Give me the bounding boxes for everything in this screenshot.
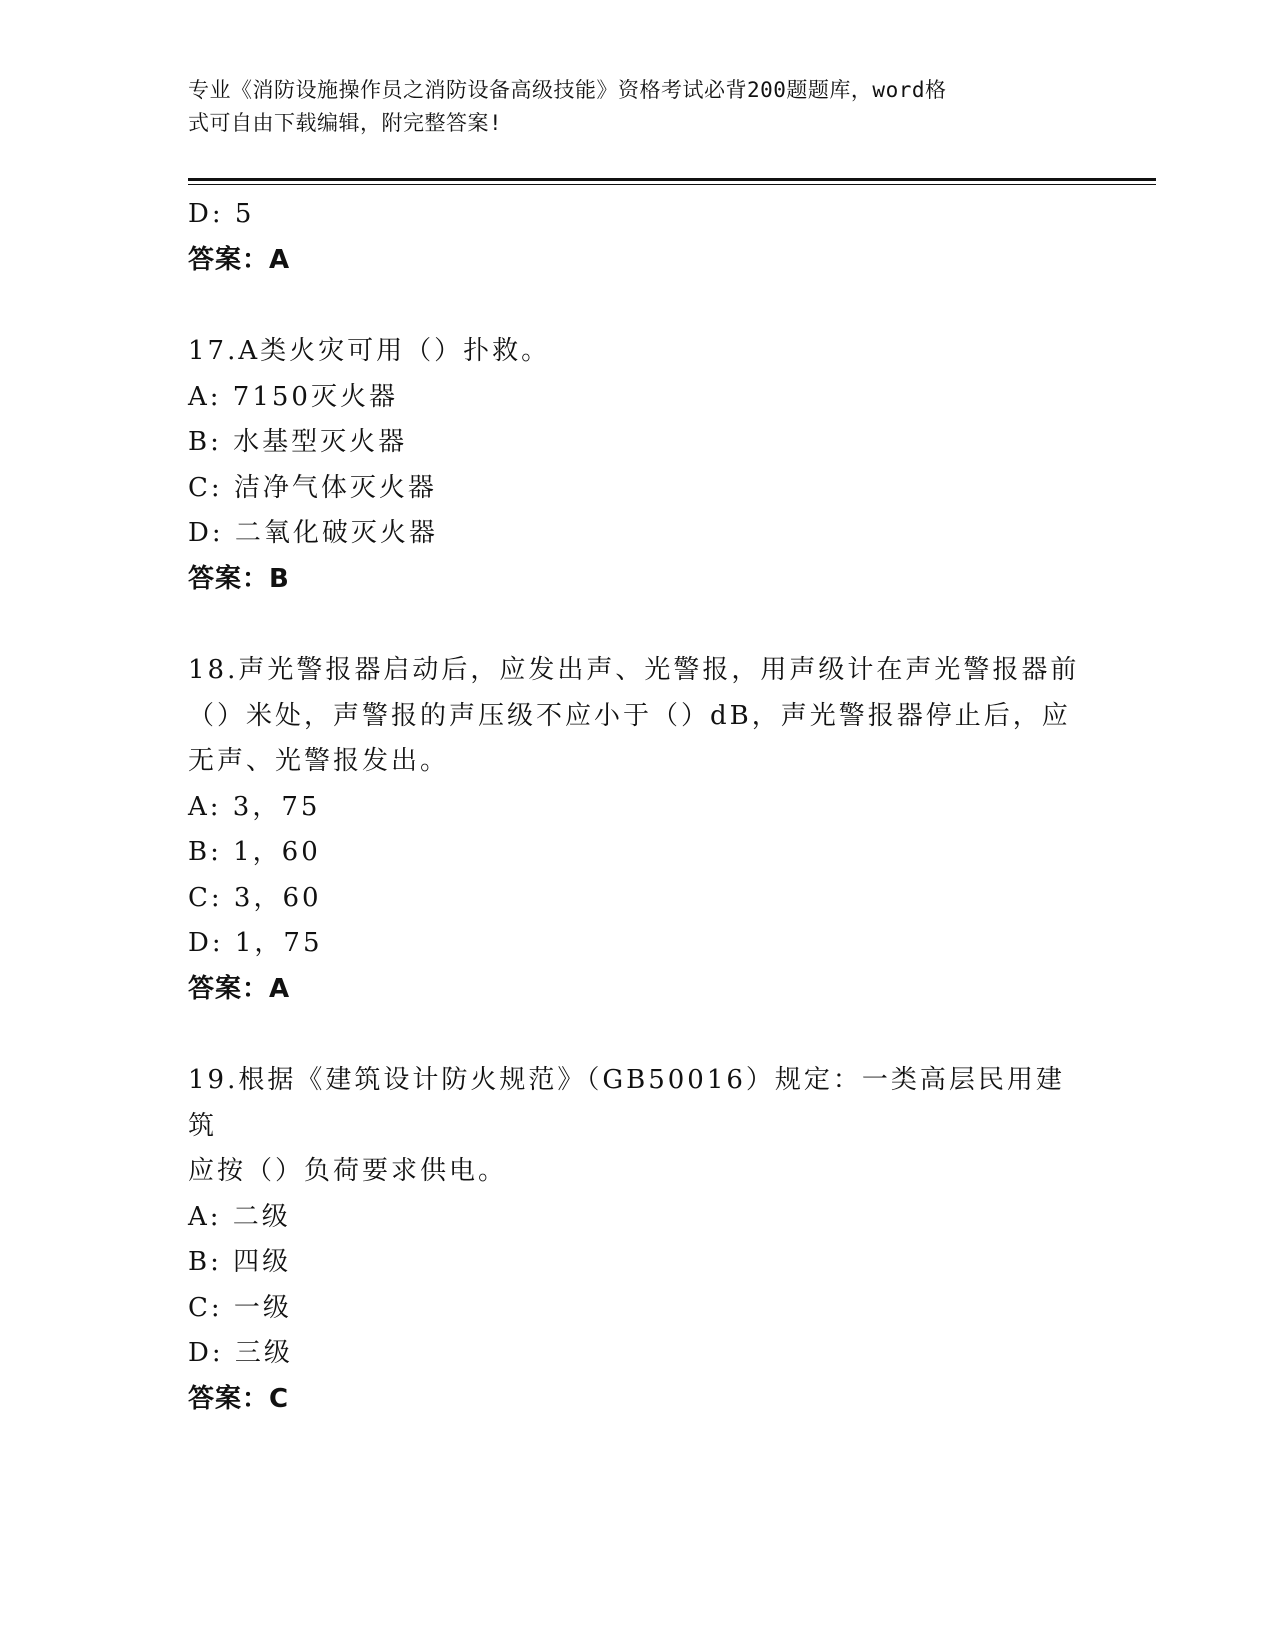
option-d: D: 三级 [188, 1338, 293, 1368]
header-divider-thin [188, 184, 1156, 185]
question-stem-line: 无声、光警报发出。 [188, 746, 450, 776]
header-line-2: 式可自由下载编辑，附完整答案! [188, 111, 503, 135]
question-18 [188, 648, 1088, 1012]
option-d: D: 1，75 [188, 928, 323, 958]
option-c: C: 3，60 [188, 882, 322, 913]
question-stem-line: 应按（）负荷要求供电。 [188, 1156, 508, 1186]
option-b: B: 四级 [188, 1247, 292, 1277]
spacer [188, 283, 1088, 329]
question-stem-line: （）米处，声警报的声压级不应小于（）dB，声光警报器停止后，应 [188, 700, 1071, 731]
answer-line: 答案：A [188, 244, 291, 275]
answer-line: 答案：B [188, 563, 290, 594]
question-stem-line: 19.根据《建筑设计防火规范》（GB50016）规定：一类高层民用建筑 [188, 1065, 1065, 1141]
question-stem-line: 17.A类火灾可用（）扑救。 [188, 336, 551, 366]
option-a: A: 7150灭火器 [188, 381, 398, 412]
document-header [188, 74, 1068, 140]
question-19 [188, 1058, 1088, 1422]
question-stem-line: 18.声光警报器启动后，应发出声、光警报，用声级计在声光警报器前 [188, 655, 1080, 685]
option-c: C: 洁净气体灭火器 [188, 472, 437, 503]
option-c: C: 一级 [188, 1292, 292, 1323]
question-content [188, 192, 1088, 1422]
header-line-1: 专业《消防设施操作员之消防设备高级技能》资格考试必背200题题库，word格 [188, 78, 947, 102]
question-17 [188, 329, 1088, 602]
option-b: B: 水基型灭火器 [188, 427, 408, 457]
option-d: D: 二氧化破灭火器 [188, 518, 438, 548]
answer-line: 答案：A [188, 973, 291, 1004]
option-a: A: 二级 [188, 1201, 291, 1232]
spacer [188, 602, 1088, 648]
option-d: D: 5 [188, 199, 255, 229]
option-a: A: 3，75 [188, 791, 321, 822]
spacer [188, 1012, 1088, 1058]
option-b: B: 1，60 [188, 837, 321, 867]
header-divider-thick [188, 178, 1156, 181]
answer-line: 答案：C [188, 1383, 290, 1414]
previous-question-tail [188, 192, 1088, 283]
